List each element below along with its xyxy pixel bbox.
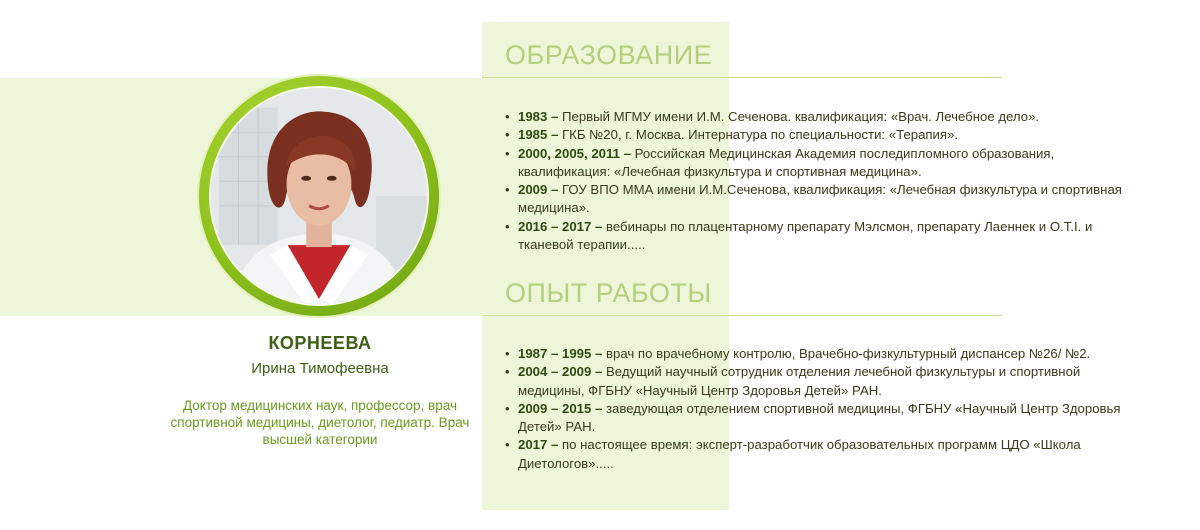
bullet-icon: • [505, 218, 510, 234]
experience-item [505, 345, 1135, 363]
education-item [505, 126, 1135, 144]
education-years: 1983 – [518, 109, 559, 124]
experience-text: Ведущий научный сотрудник отделения лечебной физкультуры и спортивной медицины, ФГБНУ «Научный Центр Здоровья Детей» РАН. [518, 364, 1081, 398]
profile-block [170, 333, 470, 448]
bullet-icon: • [505, 145, 510, 161]
experience-years: 2004 – 2009 – [518, 364, 603, 380]
experience-item [505, 436, 1135, 473]
bullet-icon: • [505, 400, 510, 416]
bullet-icon: • [505, 364, 510, 380]
education-text: ГКБ №20, г. Москва. Интернатура по специальности: «Терапия». [558, 127, 959, 143]
bullet-icon: • [505, 346, 510, 361]
portrait-illustration [211, 88, 427, 304]
education-item [505, 145, 1135, 182]
experience-item [505, 363, 1135, 400]
education-text: ГОУ ВПО ММА имени И.М.Сеченова, квалификация: «Лечебная физкультура и спортивная медицина». [518, 182, 1122, 216]
portrait-frame [199, 76, 439, 316]
bullet-icon: • [505, 127, 510, 143]
education-item [505, 108, 1135, 126]
bullet-icon: • [505, 182, 510, 198]
doctor-description: Доктор медицинских наук, профессор, врач спортивной медицины, диетолог, педиатр. Врач высшей категории [170, 398, 470, 447]
education-years: 2016 – 2017 – [518, 218, 603, 234]
doctor-surname: КОРНЕЕВА [268, 333, 372, 353]
doctor-given-name: Ирина Тимофеевна [251, 360, 389, 377]
experience-heading: ОПЫТ РАБОТЫ [505, 278, 712, 308]
experience-years: 2009 – 2015 – [518, 400, 603, 416]
education-years: 2009 – [518, 182, 559, 198]
education-text: вебинары по плацентарному препарату Мэлсмон, препарату Лаеннек и О.Т.I. и тканевой терапии..... [518, 218, 1093, 253]
education-list [505, 108, 1135, 254]
bullet-icon: • [505, 109, 510, 124]
experience-years: 2017 – [518, 437, 559, 453]
education-years: 1985 – [518, 127, 559, 143]
education-text: Российская Медицинская Академия последипломного образования, квалификация: «Лечебная физкультура и спортивная медицина». [518, 145, 1055, 179]
bullet-icon: • [505, 437, 510, 453]
education-item [505, 218, 1135, 255]
experience-list [505, 345, 1135, 473]
experience-divider [482, 315, 1002, 316]
experience-years: 1987 – 1995 – [518, 346, 603, 361]
education-item [505, 181, 1135, 218]
education-years: 2000, 2005, 2011 – [518, 145, 631, 161]
experience-item [505, 400, 1135, 437]
experience-text: заведующая отделением спортивной медицины, ФГБНУ «Научный Центр Здоровья Детей» РАН. [518, 400, 1121, 435]
education-text: Первый МГМУ имени И.М. Сеченова. квалификация: «Врач. Лечебное дело». [558, 109, 1040, 124]
education-heading: ОБРАЗОВАНИЕ [505, 40, 713, 70]
experience-text: по настоящее время: эксперт-разработчик образовательных программ ЦДО «Школа Диетологов»..... [518, 437, 1081, 471]
experience-text: врач по врачебному контролю, Врачебно-физкультурный диспансер №26/ №2. [602, 346, 1091, 361]
education-divider [482, 77, 1002, 78]
portrait-photo [209, 86, 429, 306]
